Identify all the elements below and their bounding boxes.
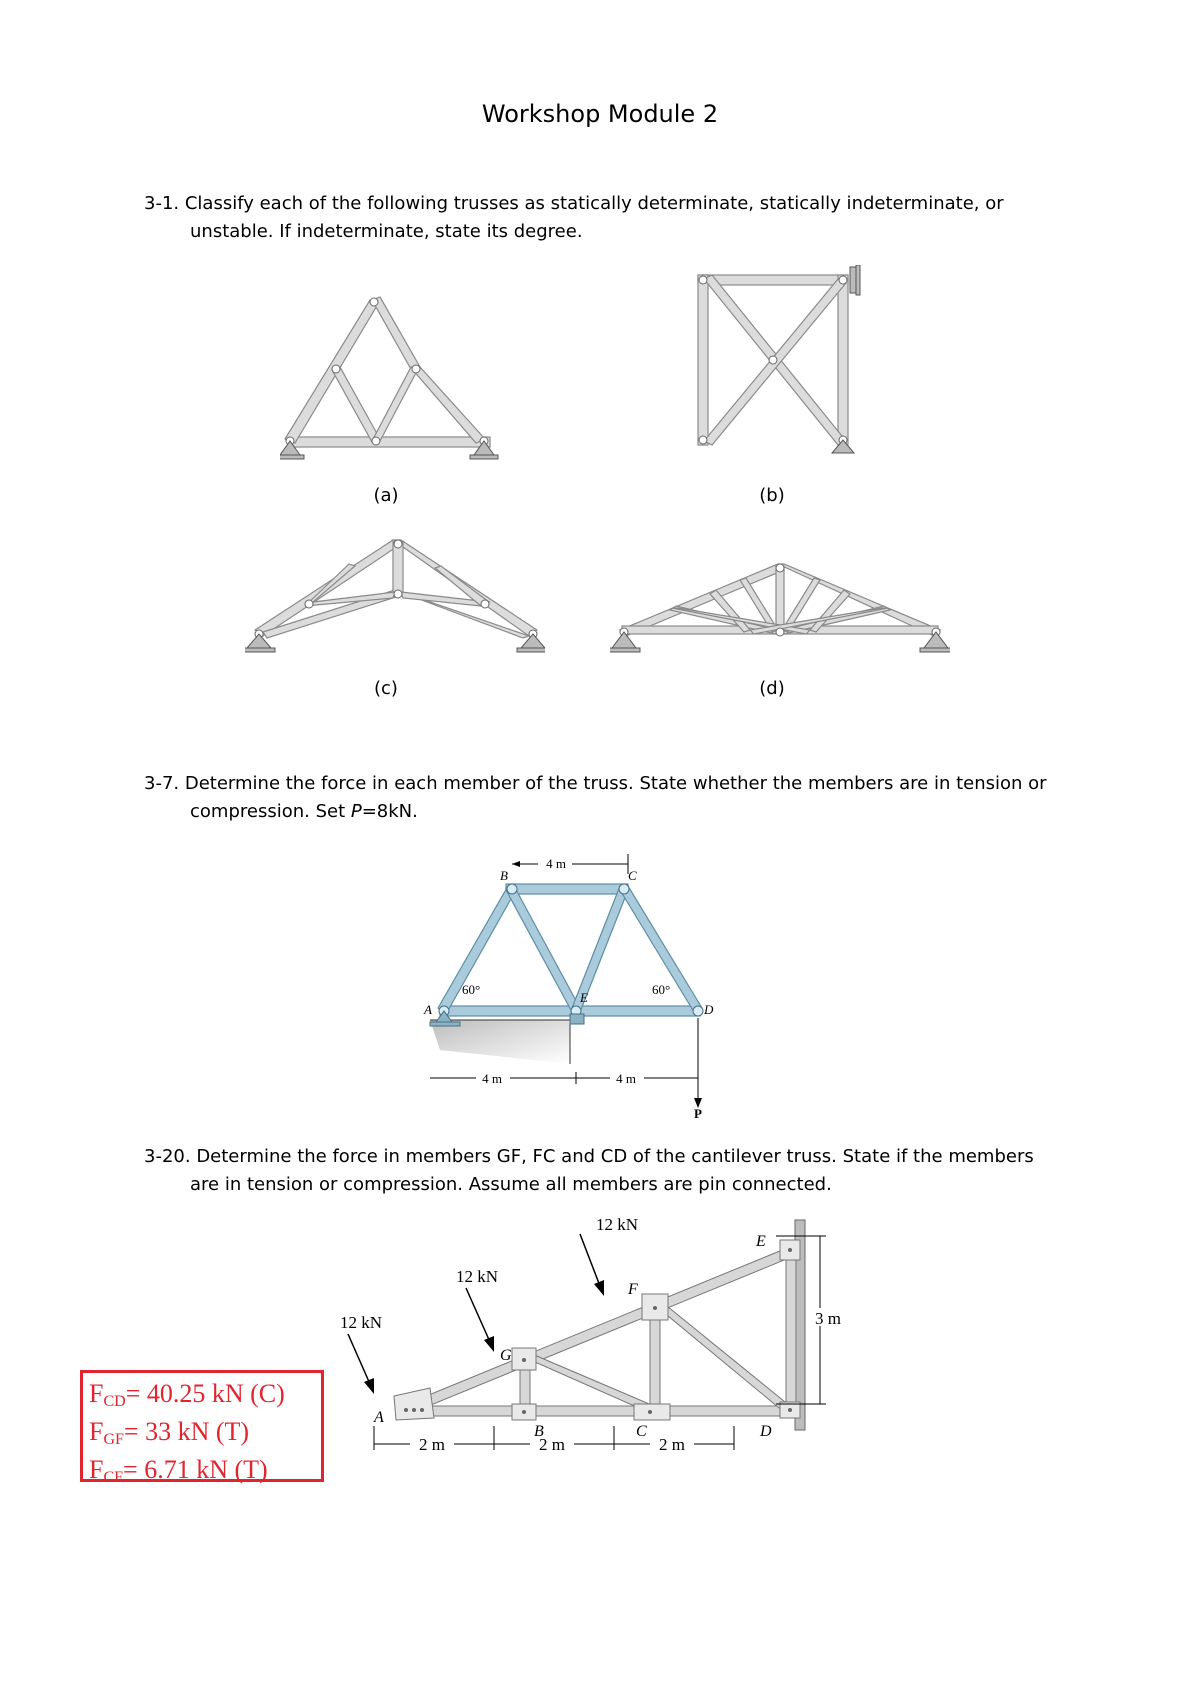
truss-figure-3-20 bbox=[330, 1210, 890, 1490]
load-p-label: P bbox=[694, 1106, 702, 1120]
truss-figure-d bbox=[610, 560, 950, 660]
joint-d-label: D bbox=[704, 1002, 714, 1017]
caption-b: (b) bbox=[759, 485, 785, 506]
angle-right-label: 60° bbox=[652, 982, 671, 997]
height-label: 3 m bbox=[815, 1309, 841, 1328]
answer-value: = 40.25 kN (C) bbox=[125, 1379, 285, 1408]
answer-prefix: F bbox=[89, 1455, 104, 1484]
joint-c-label: C bbox=[636, 1423, 647, 1440]
problem-number: 3-20. bbox=[144, 1146, 191, 1167]
answer-subscript: CD bbox=[103, 1393, 126, 1410]
problem-text-end: =8kN. bbox=[361, 801, 418, 822]
angle-left-label: 60° bbox=[462, 982, 481, 997]
answer-cd bbox=[89, 1377, 315, 1415]
joint-e-label: E bbox=[756, 1233, 766, 1250]
caption-a: (a) bbox=[373, 485, 399, 506]
problem-text: Determine the force in each member of the truss. State whether the members are in tension or compression. Set bbox=[184, 773, 1047, 822]
page-title: Workshop Module 2 bbox=[481, 100, 719, 128]
dim-left-label: 4 m bbox=[482, 1071, 502, 1086]
dim-right-label: 4 m bbox=[616, 1071, 636, 1086]
problem-text: Classify each of the following trusses as statically determinate, statically indeterminate, or unstable. If indeterminate, state its degree. bbox=[184, 193, 1004, 242]
problem-3-1 bbox=[144, 190, 1064, 246]
answer-subscript: GF bbox=[103, 1431, 124, 1448]
dim3-label: 2 m bbox=[659, 1435, 685, 1454]
truss-figure-a bbox=[280, 295, 500, 465]
caption-d: (d) bbox=[759, 678, 785, 699]
answer-subscript: CF bbox=[103, 1469, 124, 1486]
truss-figure-b bbox=[690, 265, 880, 455]
joint-b-label: B bbox=[534, 1423, 544, 1440]
load1-label: 12 kN bbox=[340, 1313, 383, 1332]
problem-text: Determine the force in members GF, FC and CD of the cantilever truss. State if the members are in tension or compression. Assume all members are pin connected. bbox=[190, 1146, 1034, 1195]
load2-label: 12 kN bbox=[456, 1267, 499, 1286]
answer-value: = 6.71 kN (T) bbox=[123, 1455, 268, 1484]
problem-number: 3-1. bbox=[144, 193, 180, 214]
dim2-label: 2 m bbox=[539, 1435, 565, 1454]
load3-label: 12 kN bbox=[596, 1215, 639, 1234]
answer-prefix: F bbox=[89, 1379, 104, 1408]
problem-3-20 bbox=[144, 1143, 1064, 1199]
answer-value: = 33 kN (T) bbox=[123, 1417, 250, 1446]
joint-f-label: F bbox=[628, 1281, 638, 1298]
joint-g-label: G bbox=[500, 1347, 512, 1364]
joint-b-label: B bbox=[500, 868, 508, 883]
joint-c-label: C bbox=[628, 868, 637, 883]
answers-box bbox=[80, 1370, 324, 1486]
caption-c: (c) bbox=[374, 678, 398, 699]
joint-a-label: A bbox=[424, 1002, 432, 1017]
truss-figure-3-7 bbox=[420, 840, 790, 1120]
truss-figure-c bbox=[245, 530, 545, 655]
problem-number: 3-7. bbox=[144, 773, 180, 794]
answer-gf bbox=[89, 1415, 315, 1453]
answer-prefix: F bbox=[89, 1417, 104, 1446]
dim-top-label: 4 m bbox=[546, 856, 566, 871]
problem-3-7 bbox=[144, 770, 1064, 826]
dim1-label: 2 m bbox=[419, 1435, 445, 1454]
joint-e-label: E bbox=[580, 990, 588, 1005]
joint-a-label: A bbox=[374, 1409, 384, 1426]
joint-d-label: D bbox=[760, 1423, 772, 1440]
problem-variable: P bbox=[350, 801, 362, 822]
answer-cf bbox=[89, 1453, 315, 1491]
